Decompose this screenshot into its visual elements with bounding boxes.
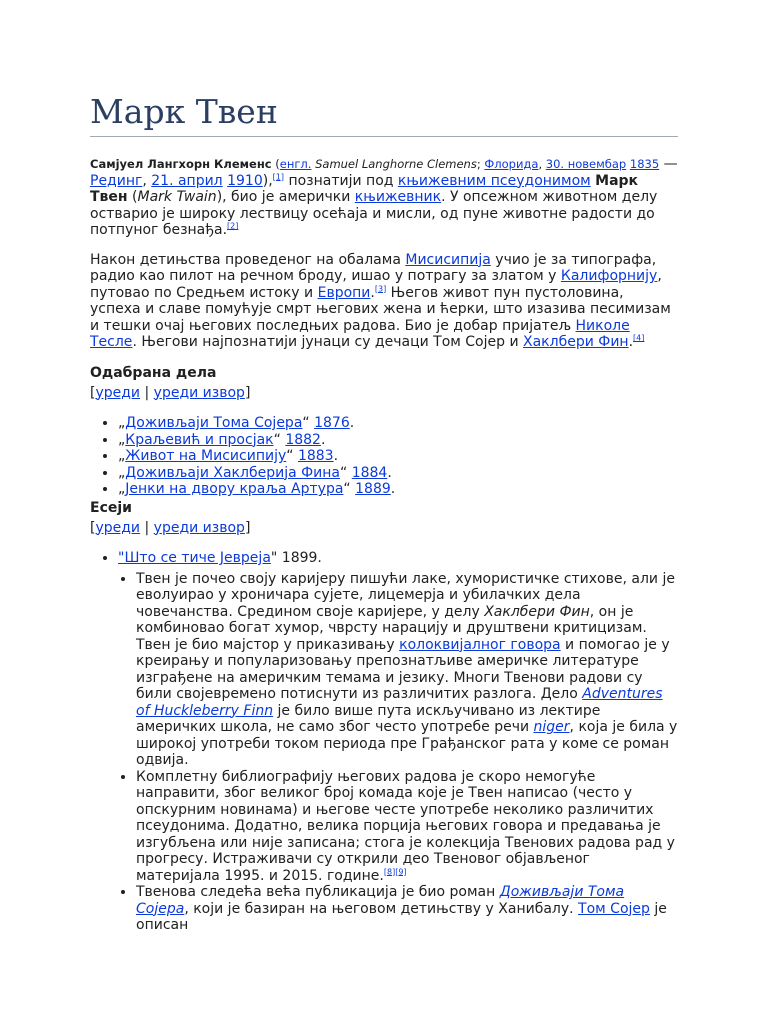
mark-twain-bold: Марк Твен xyxy=(90,172,639,205)
ref-1[interactable]: [1] xyxy=(272,171,284,181)
europe-link[interactable]: Европи xyxy=(317,284,371,301)
list-item: • Твенова следећа већа публикација је био роман Доживљаји Тома Сојера, који је базиран на његовом детињству у Ханибалу. Том Сојер је описан xyxy=(136,884,678,934)
work-year-link[interactable]: 1882 xyxy=(285,431,321,448)
essays-edit-links: [уреди | уреди извор] xyxy=(90,519,251,536)
niger-link[interactable]: niger xyxy=(533,719,570,735)
reding-link[interactable]: Рединг xyxy=(90,172,143,189)
page-title: Марк Твен xyxy=(90,92,678,137)
selected-works-edit-links: [уреди | уреди извор] xyxy=(90,384,251,401)
ref-3[interactable]: [3] xyxy=(374,283,387,293)
adventures-link[interactable]: Adventures of Huckleberry Finn xyxy=(136,686,663,719)
florida-link[interactable]: Флорида xyxy=(484,157,539,171)
essays-sublist xyxy=(118,571,678,934)
tom-sawyer-link[interactable]: Том Сојер xyxy=(578,900,650,917)
writer-link[interactable]: књижевник xyxy=(354,189,442,205)
essay-title-link[interactable]: "Што се тиче Јевреја xyxy=(118,550,271,566)
list-item: • „Краљевић и просјак“ 1882. xyxy=(118,432,678,449)
california-link[interactable]: Калифорнију xyxy=(560,268,658,284)
work-year-link[interactable]: 1876 xyxy=(314,415,350,431)
birth-year-link[interactable]: 1835 xyxy=(629,157,660,171)
tesla-link[interactable]: Николе Тесле xyxy=(90,317,630,350)
birth-date-link[interactable]: 30. новембар xyxy=(545,157,627,171)
work-year-link[interactable]: 1884 xyxy=(351,464,388,481)
birth-name: Самјуел Лангхорн Клеменс xyxy=(90,157,272,171)
essays-list xyxy=(90,550,678,934)
death-date-link[interactable]: 21. април xyxy=(151,172,223,189)
list-item: • „Јенки на двору краља Артура“ 1889. xyxy=(118,481,678,498)
essays-heading: Есеји xyxy=(90,499,132,516)
ref-2[interactable]: [2] xyxy=(227,221,239,231)
selected-works-heading: Одабрана дела xyxy=(90,364,217,381)
work-year-link[interactable]: 1883 xyxy=(297,448,334,464)
work-title-link[interactable]: Доживљаји Хаклберија Фина xyxy=(125,464,340,481)
work-year-link[interactable]: 1889 xyxy=(355,481,391,497)
article-body xyxy=(90,156,678,934)
biography-paragraph: Након детињства проведеног на обалама Мисисипија учио је за типографа, радио као пилот на речном броду, ишао у потрагу за златом у Калифорнију, путовао по Средњем истоку и Европи.[3] Његов живот пун пустоловина, успеха и славе помућује смрт његових жена и ћерки, што изазива песимизам и тешки очај његових последњих радова. Био је добар пријатељ Николе Тесле. Његови најпознатији јунаци су дечаци Том Сојер и Хаклбери Фин.[4] xyxy=(90,251,671,350)
edit-link[interactable]: уреди xyxy=(95,384,141,401)
edit-source-link[interactable]: уреди извор xyxy=(153,519,245,536)
edit-link[interactable]: уреди xyxy=(95,519,141,536)
list-item: • Твен је почео своју каријеру пишући лаке, хумористичке стихове, али је еволуирао у хроничара сујете, лицемерја и убилачких дела човечанства. Средином своје каријере, у делу Хаклбери Фин, он је комбиновао богат хумор, чврсту нарацију и друштвени критицизам. Твен је био мајстор у приказивању колоквијалног говора и помогао је у креирању и популаризовању препознатљиве америчке литературе изграђене на америчким темама и језику. Многи Твенови радови су били својевремено потиснути из различитих разлога. Дело Adventures of Huckleberry Finn је било више пута искључивано из лектире америчких школа, не само због често употребе речи niger, која је била у широкој употреби током периода пре Грађанског рата у коме се роман одвија. xyxy=(136,571,678,769)
work-title-link[interactable]: Јенки на двору краља Артура xyxy=(125,481,344,497)
mississippi-link[interactable]: Мисисипија xyxy=(405,251,491,268)
selected-works-list xyxy=(90,415,678,498)
work-title-link[interactable]: Живот на Мисисипију xyxy=(125,448,287,464)
work-title-link[interactable]: Доживљаји Тома Сојера xyxy=(125,415,303,431)
lang-link[interactable]: енгл. xyxy=(279,157,312,171)
list-item: • Комплетну библиографију његових радова је скоро немогуће направити, због великог број комада које је Твен написао (често у опскурним новинама) и његове честе употребе неколико различитих псеудонима. Додатно, велика порција његових говора и предавања је изгубљена или није записана; стога је колекција Твенових радова рад у прогресу. Истраживачи су открили део Твеновог објављеног материјала 1995. и 2015. године.[8][9] xyxy=(136,769,678,885)
ref-9[interactable]: [9] xyxy=(395,866,407,876)
list-item: • "Што се тиче Јевреја" 1899. • Твен је почео своју каријеру пишући лаке, хумористичке стихове, али је еволуирао у хроничара сујете, лицемерја и убилачких дела човечанства. Средином своје каријере, у делу Хаклбери Фин, он је комбиновао богат хумор, чврсту нарацију и друштвени критицизам. Твен је био мајстор у приказивању колоквијалног говора и помогао је у креирању и популаризовању препознатљиве америчке литературе изграђене на америчким темама и језику. Многи Твенови радови су били својевремено потиснути из различитих разлога. Дело Adventures of Huckleberry Finn је било више пута искључивано из лектире америчких школа, не само због често употребе речи niger, која је била у широкој употреби током периода пре Грађанског рата у коме се роман одвија. • Комплетну библиографију његових радова је скоро немогуће направити, због великог број комада које је Твен написао (често у опскурним новинама) и његове честе употребе неколико различитих псеудонима. Додатно, велика порција његових говора и предавања је изгубљена или није записана; стога је колекција Твенових радова рад у прогресу. Истраживачи су открили део Твеновог објављеног материјала 1995. и 2015. године.[8][9] • Твенова следећа већа публикација је био роман Доживљаји Тома Сојера, који је базиран на његовом детињству у Ханибалу. Том Сојер је описан xyxy=(118,550,678,934)
tom-sawyer-adventures-link[interactable]: Доживљаји Тома Сојера xyxy=(136,884,625,917)
pseudonym-link[interactable]: књижевним псеудонимом xyxy=(397,172,591,189)
ref-4[interactable]: [4] xyxy=(633,333,645,343)
work-title-link[interactable]: Краљевић и просјак xyxy=(125,431,274,448)
list-item: • „Доживљаји Тома Сојера“ 1876. xyxy=(118,415,678,432)
death-year-link[interactable]: 1910 xyxy=(227,172,263,189)
edit-source-link[interactable]: уреди извор xyxy=(153,384,245,401)
colloquial-speech-link[interactable]: колоквијалног говора xyxy=(399,636,561,653)
ref-8[interactable]: [8] xyxy=(383,866,396,876)
list-item: • „Доживљаји Хаклберија Фина“ 1884. xyxy=(118,465,678,482)
list-item: • „Живот на Мисисипију“ 1883. xyxy=(118,448,678,465)
intro-paragraph: Самјуел Лангхорн Клеменс (енгл. Samuel Langhorne Clemens; Флорида, 30. новембар 1835 — Рединг, 21. април 1910),[1] познатији под књижевним псеудонимом Марк Твен (Mark Twain), био је амерички књижевник. У опсежном животном делу остварио је широку лествицу осећаја и мисли, од пуне животне радости до потпуног безнађа.[2] xyxy=(90,156,678,238)
finn-link[interactable]: Хаклбери Фин xyxy=(523,334,629,350)
